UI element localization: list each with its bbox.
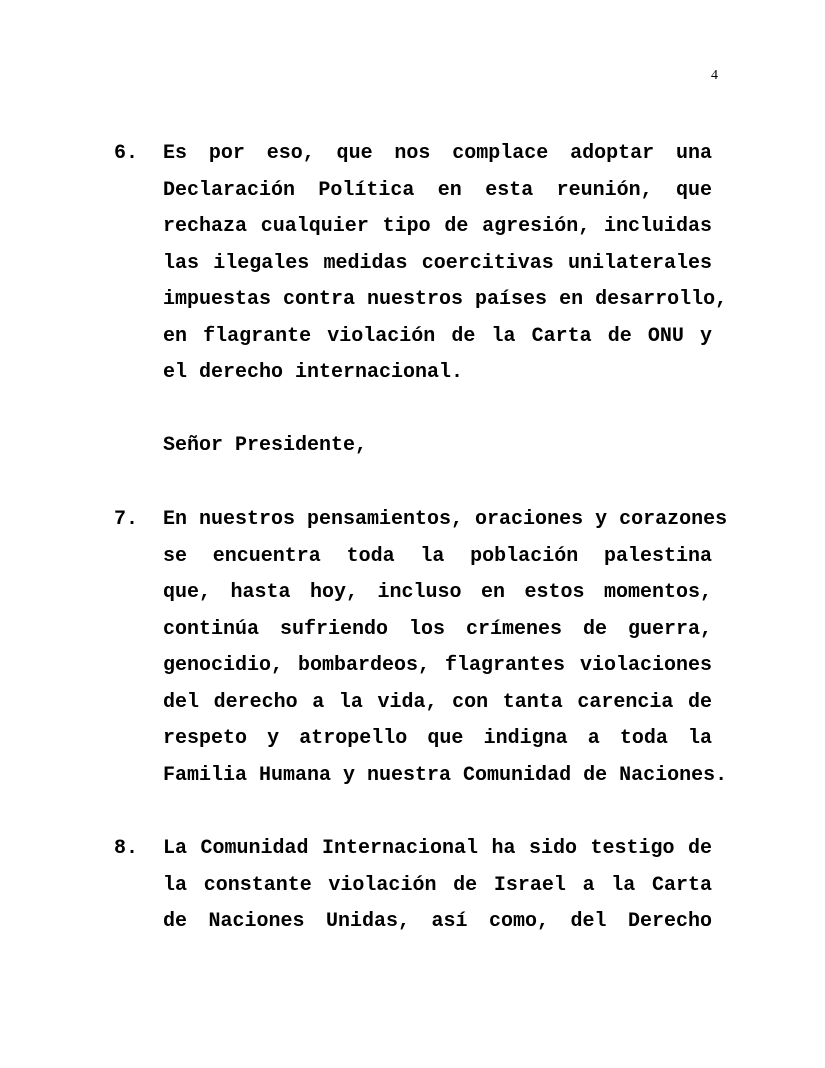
paragraph-body bbox=[163, 502, 728, 794]
text-line: En nuestros pensamientos, oraciones y corazones bbox=[163, 508, 728, 531]
paragraph-number: 7. bbox=[114, 508, 139, 531]
text-line: impuestas contra nuestros países en desarrollo, bbox=[163, 288, 728, 311]
text-line: continúa sufriendo los crímenes de guerra, bbox=[163, 617, 712, 641]
text-line: las ilegales medidas coercitivas unilaterales bbox=[163, 251, 712, 275]
text-line: del derecho a la vida, con tanta carencia de bbox=[163, 690, 712, 714]
text-line: el derecho internacional. bbox=[163, 361, 464, 384]
text-line: Es por eso, que nos complace adoptar una bbox=[163, 142, 712, 165]
paragraph-number: 8. bbox=[114, 837, 139, 860]
text-line: respeto y atropello que indigna a toda la bbox=[163, 727, 712, 750]
paragraph-body bbox=[163, 831, 712, 941]
paragraph-body bbox=[163, 136, 728, 392]
text-line: genocidio, bombardeos, flagrantes violaciones bbox=[163, 654, 712, 677]
text-line: de Naciones Unidas, así como, del Derecho bbox=[163, 910, 712, 933]
text-line: la constante violación de Israel a la Carta bbox=[163, 873, 712, 897]
text-line: en flagrante violación de la Carta de ONU y bbox=[163, 324, 712, 348]
text-line: Declaración Política en esta reunión, que bbox=[163, 178, 712, 202]
text-line: que, hasta hoy, incluso en estos momentos, bbox=[163, 581, 712, 604]
text-line: Familia Humana y nuestra Comunidad de Naciones. bbox=[163, 763, 728, 787]
paragraph-number: 6. bbox=[114, 142, 139, 165]
page-number: 4 bbox=[711, 68, 718, 83]
salutation-heading: Señor Presidente, bbox=[163, 434, 368, 457]
text-line: rechaza cualquier tipo de agresión, incluidas bbox=[163, 215, 712, 238]
text-line: La Comunidad Internacional ha sido testigo de bbox=[163, 837, 712, 860]
text-line: se encuentra toda la población palestina bbox=[163, 544, 712, 568]
